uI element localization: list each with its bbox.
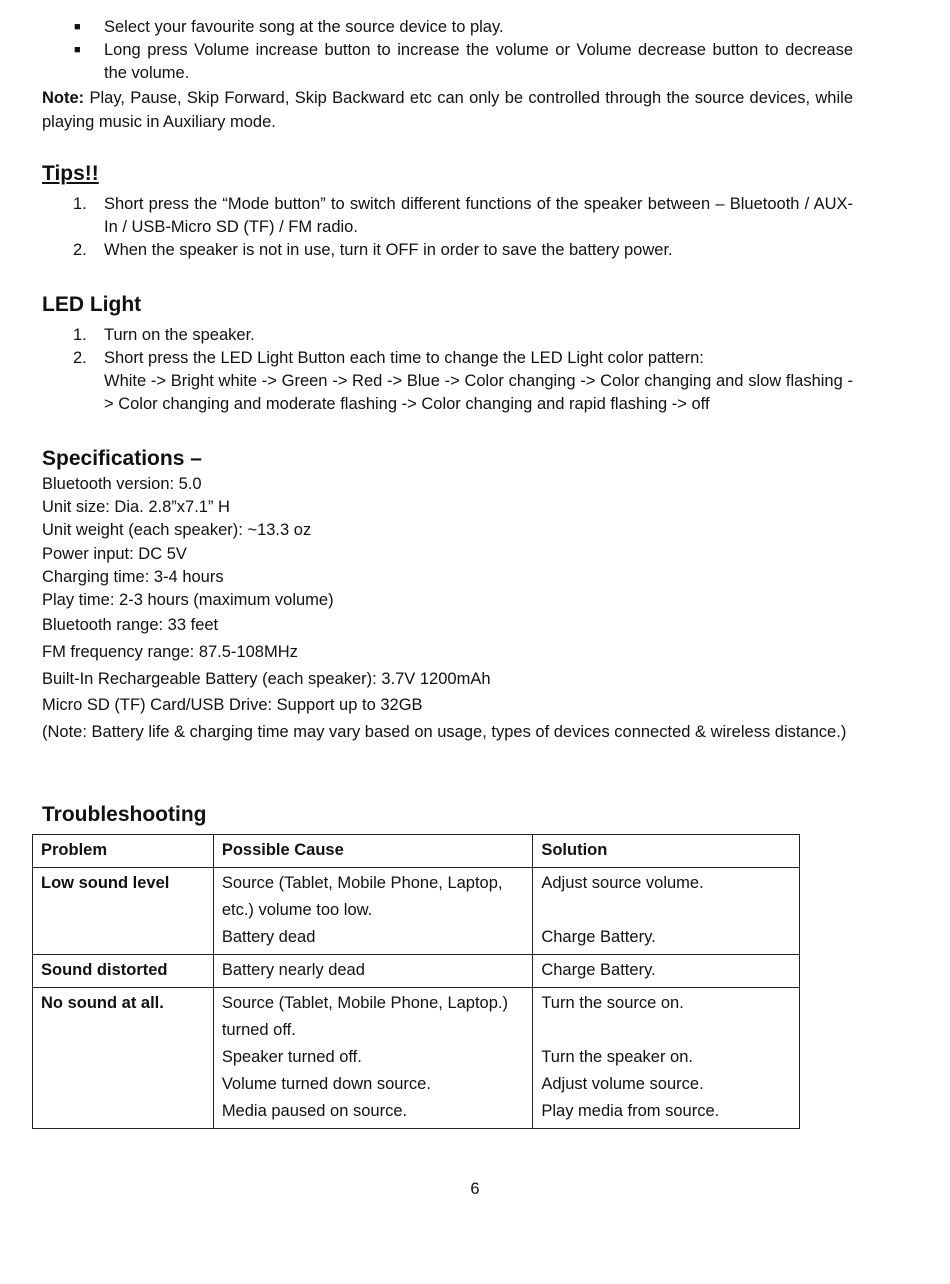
list-item: 2. When the speaker is not in use, turn it OFF in order to save the battery power. xyxy=(73,241,673,259)
list-item: 1. Turn on the speaker. xyxy=(73,326,255,344)
spec-line: Unit weight (each speaker): ~13.3 oz xyxy=(42,521,312,540)
square-bullet-icon: ■ xyxy=(74,21,81,33)
spec-line: FM frequency range: 87.5-108MHz xyxy=(42,642,298,661)
problem-cell: Low sound level xyxy=(33,868,214,955)
led-steps-list xyxy=(42,324,853,416)
cause-cell: Battery nearly dead xyxy=(213,955,533,988)
page-number: 6 xyxy=(470,1180,480,1198)
problem-cell: No sound at all. xyxy=(33,988,214,1129)
list-item: 1. Short press the “Mode button” to switch different functions of the speaker between – Bluetooth / AUX-In / USB-Micro SD (TF) / FM radio. xyxy=(73,195,853,236)
intro-bullet-list xyxy=(42,16,853,85)
list-item: ■ Long press Volume increase button to increase the volume or Volume decrease button to decrease the volume. xyxy=(74,41,853,82)
cause-cell: Source (Tablet, Mobile Phone, Laptop.) turned off. Speaker turned off. Volume turned down source. Media paused on source. xyxy=(213,988,533,1129)
spec-line: Built-In Rechargeable Battery (each speaker): 3.7V 1200mAh xyxy=(42,669,491,688)
column-header-solution: Solution xyxy=(533,835,800,868)
cause-cell: Source (Tablet, Mobile Phone, Laptop, etc.) volume too low. Battery dead xyxy=(213,868,533,955)
table-row xyxy=(33,988,800,1129)
led-color-sequence: White -> Bright white -> Green -> Red -> Blue -> Color changing -> Color changing and slow flashing -> Color changing and moderate flashing -> Color changing and rapid flashing -> off xyxy=(104,372,853,413)
aux-mode-note: Note: Play, Pause, Skip Forward, Skip Backward etc can only be controlled through the source devices, while playing music in Auxiliary mode. xyxy=(42,89,853,131)
solution-cell: Charge Battery. xyxy=(533,955,800,988)
problem-cell: Sound distorted xyxy=(33,955,214,988)
troubleshooting-table xyxy=(32,834,800,1129)
troubleshooting-heading: Troubleshooting xyxy=(42,803,207,826)
spec-note: (Note: Battery life & charging time may vary based on usage, types of devices connected & wireless distance.) xyxy=(42,723,847,742)
column-header-cause: Possible Cause xyxy=(213,835,533,868)
table-row xyxy=(33,868,800,955)
spec-line: Bluetooth range: 33 feet xyxy=(42,616,219,635)
spec-line: Power input: DC 5V xyxy=(42,544,187,563)
solution-cell: Turn the source on. Turn the speaker on. Adjust volume source. Play media from source. xyxy=(533,988,800,1129)
list-item: 2. Short press the LED Light Button each time to change the LED Light color pattern: White -> Bright white -> Green -> Red -> Blue -> Color changing -> Color changing and slow flashing -> Color changing and moderate flashing -> Color changing and rapid flashing -> off xyxy=(73,349,853,413)
square-bullet-icon: ■ xyxy=(74,44,81,56)
specifications-heading: Specifications – xyxy=(42,447,202,470)
table-header-row xyxy=(33,835,800,868)
specifications-list xyxy=(42,473,853,746)
tips-list xyxy=(42,193,853,262)
led-light-heading: LED Light xyxy=(42,293,142,316)
spec-line: Bluetooth version: 5.0 xyxy=(42,475,202,493)
list-item: ■ Select your favourite song at the source device to play. xyxy=(42,16,853,39)
spec-line: Play time: 2-3 hours (maximum volume) xyxy=(42,591,334,610)
spec-line: Unit size: Dia. 2.8”x7.1” H xyxy=(42,498,230,517)
spec-line: Micro SD (TF) Card/USB Drive: Support up to 32GB xyxy=(42,696,423,715)
solution-cell: Adjust source volume. Charge Battery. xyxy=(533,868,800,955)
tips-heading: Tips!! xyxy=(42,162,99,185)
column-header-problem: Problem xyxy=(33,835,214,868)
spec-line: Charging time: 3-4 hours xyxy=(42,567,224,586)
table-row xyxy=(33,955,800,988)
